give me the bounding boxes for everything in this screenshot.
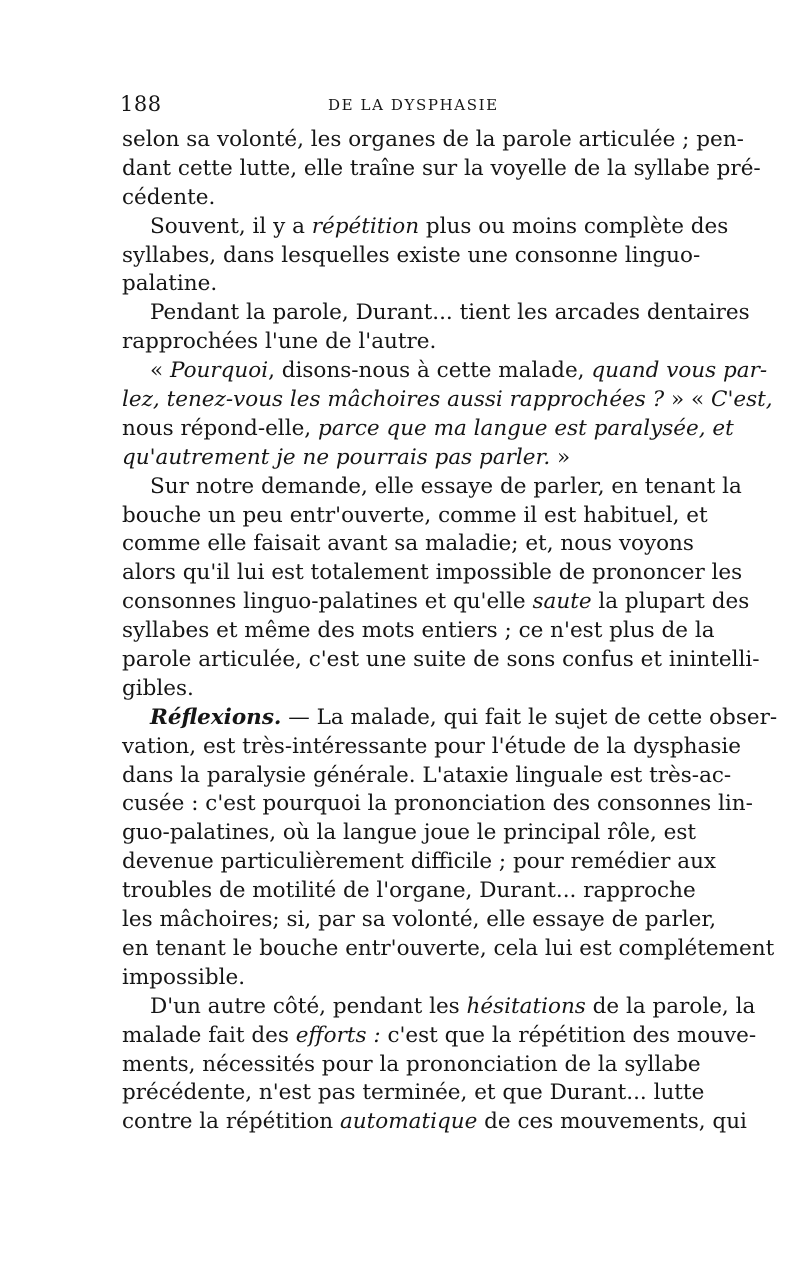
text-line [122,819,697,848]
text-line [122,646,760,675]
text-run: bouche un peu entr'ouverte, comme il est habituel, et [122,502,708,528]
text-run: de ces mouvements, qui [477,1109,747,1135]
text-run: D'un autre côté, pendant les [150,993,467,1019]
text-line [122,155,761,184]
text-line [122,964,677,993]
emphasized-text: efforts : [295,1022,381,1048]
text-run: impossible. [122,964,246,990]
text-line [122,473,742,502]
text-run: gibles. [122,675,194,701]
emphasized-text: C'est, [711,387,773,413]
text-run: comme elle faisait avant sa maladie; et, nous voyons [122,531,694,557]
text-line [122,1022,757,1051]
emphasized-text: lez, tenez-vous les mâchoires aussi rapprochées ? [122,387,665,413]
text-line [122,906,717,935]
text-line [122,386,773,415]
text-line [122,270,677,299]
page-number: 188 [120,92,162,116]
text-run: en tenant le bouche entr'ouverte, cela lui est complétement [122,935,775,961]
text-run: parole articulée, c'est une suite de sons confus et inintelli- [122,647,760,673]
text-run: Sur notre demande, elle essaye de parler, en tenant la [150,473,742,499]
emphasized-text: saute [532,589,592,615]
text-line [122,762,732,791]
text-line [122,993,756,1022]
text-run: » [550,444,571,470]
text-run: dant cette lutte, elle traîne sur la voyelle de la syllabe pré- [122,155,761,181]
emphasized-text: hésitations [466,993,586,1019]
text-run: troubles de motilité de l'organe, Durant... rapproche [122,878,696,904]
text-line [122,299,750,328]
text-run: selon sa volonté, les organes de la parole articulée ; pen- [122,127,744,152]
text-run: malade fait des [122,1022,296,1048]
emphasized-text: parce que ma langue est paralysée, et [317,415,734,441]
text-run: , disons-nous à cette malade, [268,358,592,384]
text-run: ments, nécessités pour la prononciation de la syllabe [122,1051,701,1077]
emphasized-text: automatique [339,1109,478,1135]
text-run: vation, est très-intéressante pour l'étude de la dysphasie [122,733,741,759]
text-run: contre la répétition [122,1109,340,1135]
text-run: Pendant la parole, Durant... tient les arcades dentaires [150,300,750,326]
text-line [122,1051,701,1080]
emphasized-text: répétition [311,213,420,239]
text-run: consonnes linguo-palatines et qu'elle [122,589,533,615]
text-line [122,530,694,559]
text-line [122,1108,747,1137]
text-run: — La malade, qui fait le sujet de cette obser- [281,704,778,730]
text-run: Souvent, il y a [150,213,312,239]
text-run: alors qu'il lui est totalement impossible de prononcer les [122,560,743,586]
text-run: de la parole, la [585,993,756,1019]
text-line [122,559,743,588]
text-run: la plupart des [591,589,750,615]
text-run: précédente, n'est pas terminée, et que Durant... lutte [122,1080,705,1106]
text-line [122,848,717,877]
text-run: guo-palatines, où la langue joue le principal rôle, est [122,820,697,846]
text-run: cédente. [122,184,216,210]
emphasized-text: quand vous par- [591,358,768,384]
text-run: » « [664,387,712,413]
text-line [122,935,775,964]
text-line [122,126,744,155]
text-line [122,1079,705,1108]
text-line [122,242,701,271]
text-line [122,502,708,531]
text-run: syllabes, dans lesquelles existe une consonne linguo- [122,242,701,268]
text-line [122,444,677,473]
text-line [122,328,677,357]
text-run: les mâchoires; si, par sa volonté, elle essaye de parler, [122,907,717,933]
text-line [122,733,741,762]
text-line [122,675,677,704]
text-run: plus ou moins complète des [419,213,729,239]
text-run: c'est que la répétition des mouve- [380,1022,757,1048]
text-line [122,357,768,386]
text-run: syllabes et même des mots entiers ; ce n'est plus de la [122,618,715,644]
text-line [122,588,750,617]
text-run: nous répond-elle, [122,415,318,441]
text-line [122,704,778,733]
text-line [122,213,729,242]
text-run: « [150,358,170,384]
text-line [122,184,677,213]
emphasized-text: Réflexions. [150,704,282,730]
emphasized-text: qu'autrement je ne pourrais pas parler. [122,444,551,470]
page-header [120,92,680,122]
text-run: devenue particulièrement difficile ; pour remédier aux [122,849,717,875]
text-run: rapprochées l'une de l'autre. [122,329,437,355]
running-head: DE LA DYSPHASIE [328,96,499,114]
text-line [122,877,696,906]
text-run: dans la paralysie générale. L'ataxie linguale est très-ac- [122,762,732,788]
text-line [122,415,734,444]
body-text [122,126,778,1137]
text-line [122,790,753,819]
text-run: cusée : c'est pourquoi la prononciation des consonnes lin- [122,791,753,817]
emphasized-text: Pourquoi [170,358,269,384]
text-line [122,617,715,646]
text-run: palatine. [122,271,218,297]
